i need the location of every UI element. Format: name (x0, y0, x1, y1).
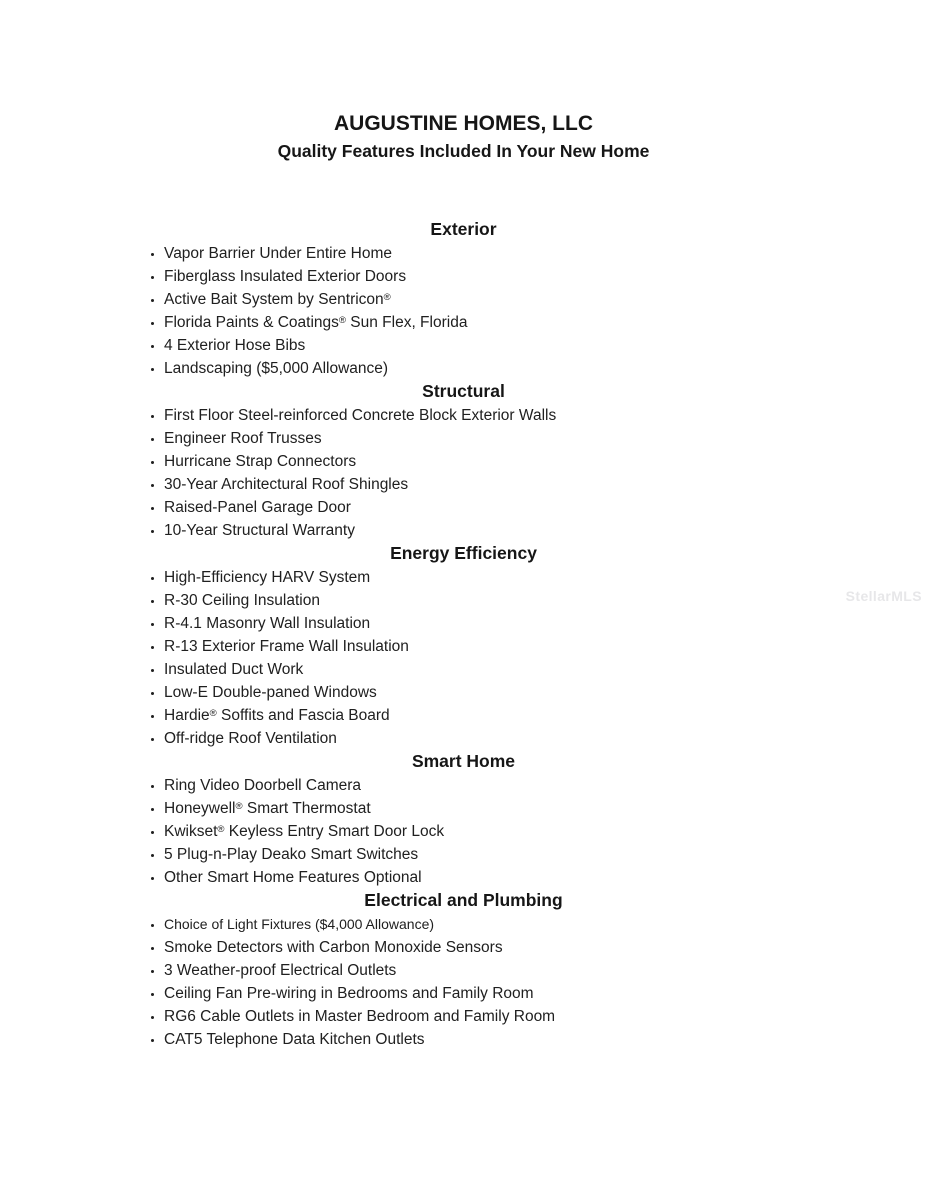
feature-item: • Landscaping ($5,000 Allowance) (164, 357, 927, 380)
feature-item: • Other Smart Home Features Optional (164, 866, 927, 889)
feature-item: • Ceiling Fan Pre-wiring in Bedrooms and Family Room (164, 982, 927, 1005)
feature-item: • 10-Year Structural Warranty (164, 519, 927, 542)
section-electrical (0, 889, 927, 1051)
feature-item: • R-13 Exterior Frame Wall Insulation (164, 635, 927, 658)
feature-item: • Raised-Panel Garage Door (164, 496, 927, 519)
feature-item: • Off-ridge Roof Ventilation (164, 727, 927, 750)
feature-item: • Low-E Double-paned Windows (164, 681, 927, 704)
section-heading: Smart Home (411, 751, 516, 771)
feature-item: • 5 Plug-n-Play Deako Smart Switches (164, 843, 927, 866)
feature-item: • Kwikset® Keyless Entry Smart Door Lock (164, 820, 927, 843)
feature-item: • Insulated Duct Work (164, 658, 927, 681)
feature-item: • Florida Paints & Coatings® Sun Flex, Florida (164, 311, 927, 334)
feature-item: • 3 Weather-proof Electrical Outlets (164, 959, 927, 982)
feature-item: • Hardie® Soffits and Fascia Board (164, 704, 927, 727)
feature-list (0, 566, 927, 750)
feature-item: • Vapor Barrier Under Entire Home (164, 242, 927, 265)
feature-item: • 4 Exterior Hose Bibs (164, 334, 927, 357)
feature-item: • Choice of Light Fixtures ($4,000 Allowance) (164, 913, 927, 936)
document-title: AUGUSTINE HOMES, LLC (333, 112, 593, 135)
feature-item: • Ring Video Doorbell Camera (164, 774, 927, 797)
feature-item: • CAT5 Telephone Data Kitchen Outlets (164, 1028, 927, 1051)
document-header (0, 0, 927, 162)
feature-item: • R-30 Ceiling Insulation (164, 589, 927, 612)
stellar-mls-watermark: StellarMLS (845, 588, 922, 604)
feature-item: • RG6 Cable Outlets in Master Bedroom and Family Room (164, 1005, 927, 1028)
section-heading: Electrical and Plumbing (364, 890, 563, 910)
feature-list (0, 774, 927, 889)
section-structural (0, 380, 927, 542)
feature-item: • Smoke Detectors with Carbon Monoxide Sensors (164, 936, 927, 959)
feature-item: • Honeywell® Smart Thermostat (164, 797, 927, 820)
section-smart-home (0, 750, 927, 889)
feature-list (0, 242, 927, 380)
feature-item: • Fiberglass Insulated Exterior Doors (164, 265, 927, 288)
feature-item: • R-4.1 Masonry Wall Insulation (164, 612, 927, 635)
feature-item: • High-Efficiency HARV System (164, 566, 927, 589)
section-energy (0, 542, 927, 750)
document-subtitle: Quality Features Included In Your New Home (277, 141, 650, 161)
section-heading: Energy Efficiency (390, 543, 537, 563)
feature-item: • Hurricane Strap Connectors (164, 450, 927, 473)
feature-item: • Active Bait System by Sentricon® (164, 288, 927, 311)
features-list (0, 218, 927, 1051)
feature-item: • 30-Year Architectural Roof Shingles (164, 473, 927, 496)
feature-item: • Engineer Roof Trusses (164, 427, 927, 450)
feature-list (0, 404, 927, 542)
section-heading: Structural (422, 381, 505, 401)
feature-list (0, 913, 927, 1051)
section-heading: Exterior (430, 219, 497, 239)
section-exterior (0, 218, 927, 380)
feature-item: • First Floor Steel-reinforced Concrete Block Exterior Walls (164, 404, 927, 427)
